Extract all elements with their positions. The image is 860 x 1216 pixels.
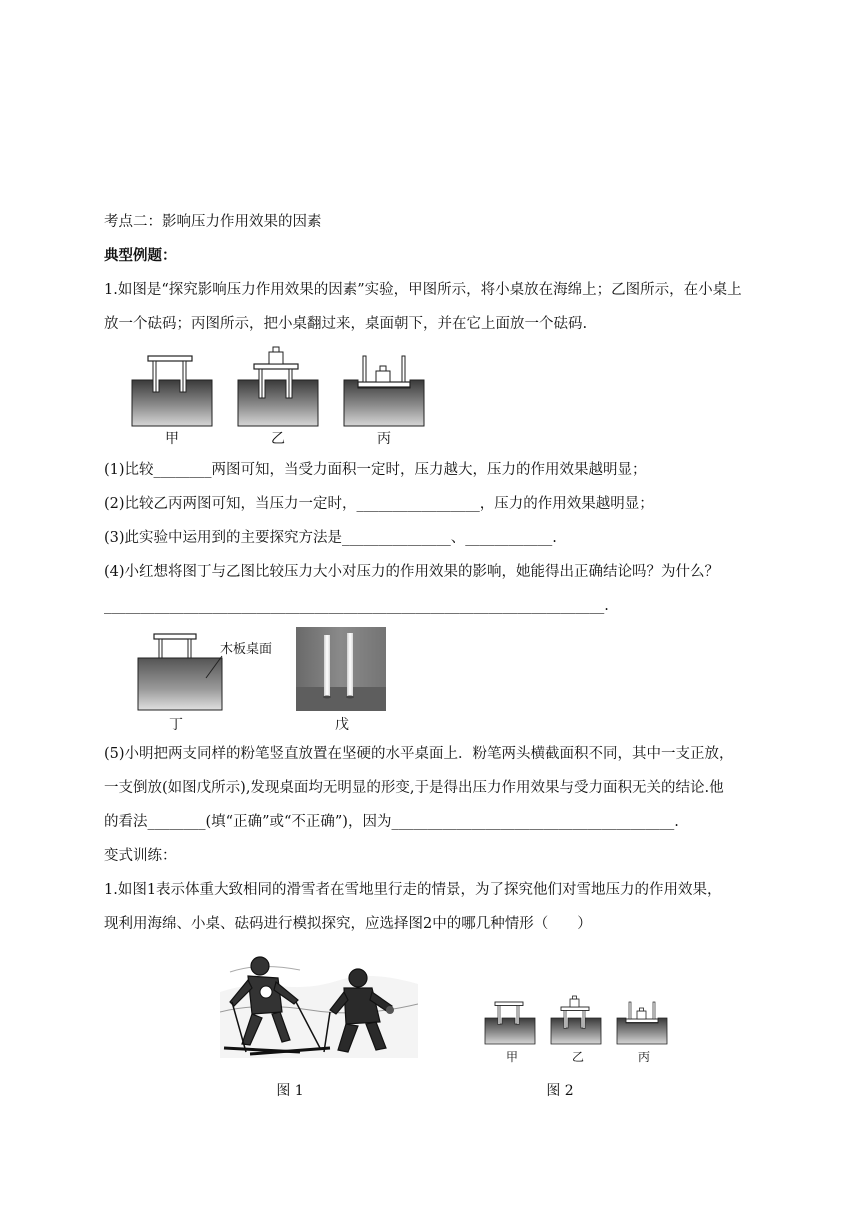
q1-part5-line3: 的看法________(填“正确”或“不正确”)，因为_______________________________________. xyxy=(104,814,679,830)
training-heading: 变式训练： xyxy=(104,848,177,864)
wood-surface-label: 木板桌面 xyxy=(220,642,273,657)
q1-part2: (2)比较乙丙两图可知，当压力一定时，_________________，压力的作用效果越明显； xyxy=(104,496,654,512)
examples-heading: 典型例题： xyxy=(104,248,177,264)
small-label-jia: 甲 xyxy=(505,1050,518,1064)
section-title: 考点二：影响压力作用效果的因素 xyxy=(104,214,322,230)
label-bing: 丙 xyxy=(377,431,391,447)
figure-jia xyxy=(132,356,212,426)
q1-part5-line1: (5)小明把两支同样的粉笔竖直放置在坚硬的水平桌面上．粉笔两头横截面积不同，其中一支正放， xyxy=(104,746,734,762)
chalk-photo xyxy=(296,627,386,711)
sponge-experiment-figure xyxy=(128,344,438,428)
label-ding: 丁 xyxy=(169,717,183,733)
small-label-bing: 丙 xyxy=(637,1050,650,1064)
figure2-caption: 图 2 xyxy=(546,1083,574,1099)
label-wu: 戊 xyxy=(335,717,349,733)
q1-part4-answer-line: _____________________________________________________________________. xyxy=(104,598,609,614)
small-figure-yi xyxy=(551,996,601,1044)
t1-line1: 1.如图1表示体重大致相同的滑雪者在雪地里行走的情景，为了探究他们对雪地压力的作用效果， xyxy=(104,882,722,898)
small-figure-bing xyxy=(617,1002,667,1044)
label-jia: 甲 xyxy=(165,431,179,447)
label-yi: 乙 xyxy=(271,431,285,447)
figure1-caption: 图 1 xyxy=(276,1083,304,1099)
small-label-yi: 乙 xyxy=(571,1050,584,1064)
q1-line2: 放一个砝码；丙图所示，把小桌翻过来，桌面朝下，并在它上面放一个砝码. xyxy=(104,316,588,332)
small-sponge-figure xyxy=(482,994,672,1046)
q1-part4-question: (4)小红想将图丁与乙图比较压力大小对压力的作用效果的影响，她能得出正确结论吗？为什么？ xyxy=(104,564,720,580)
skiers-illustration xyxy=(220,952,418,1058)
small-figure-jia xyxy=(485,1002,535,1044)
q1-part5-line2: 一支倒放(如图戊所示),发现桌面均无明显的形变,于是得出压力作用效果与受力面积无关的结论.他 xyxy=(104,780,724,796)
figure-yi xyxy=(238,347,318,426)
q1-part3: (3)此实验中运用到的主要探究方法是_______________、____________. xyxy=(104,530,557,546)
figure-bing xyxy=(344,356,424,426)
t1-line2: 现利用海绵、小桌、砝码进行模拟探究，应选择图2中的哪几种情形（ ） xyxy=(104,916,592,932)
q1-line1: 1.如图是“探究影响压力作用效果的因素”实验，甲图所示，将小桌放在海绵上；乙图所示，在小桌上 xyxy=(104,282,742,298)
q1-part1: (1)比较________两图可知，当受力面积一定时，压力越大，压力的作用效果越明显； xyxy=(104,462,647,478)
